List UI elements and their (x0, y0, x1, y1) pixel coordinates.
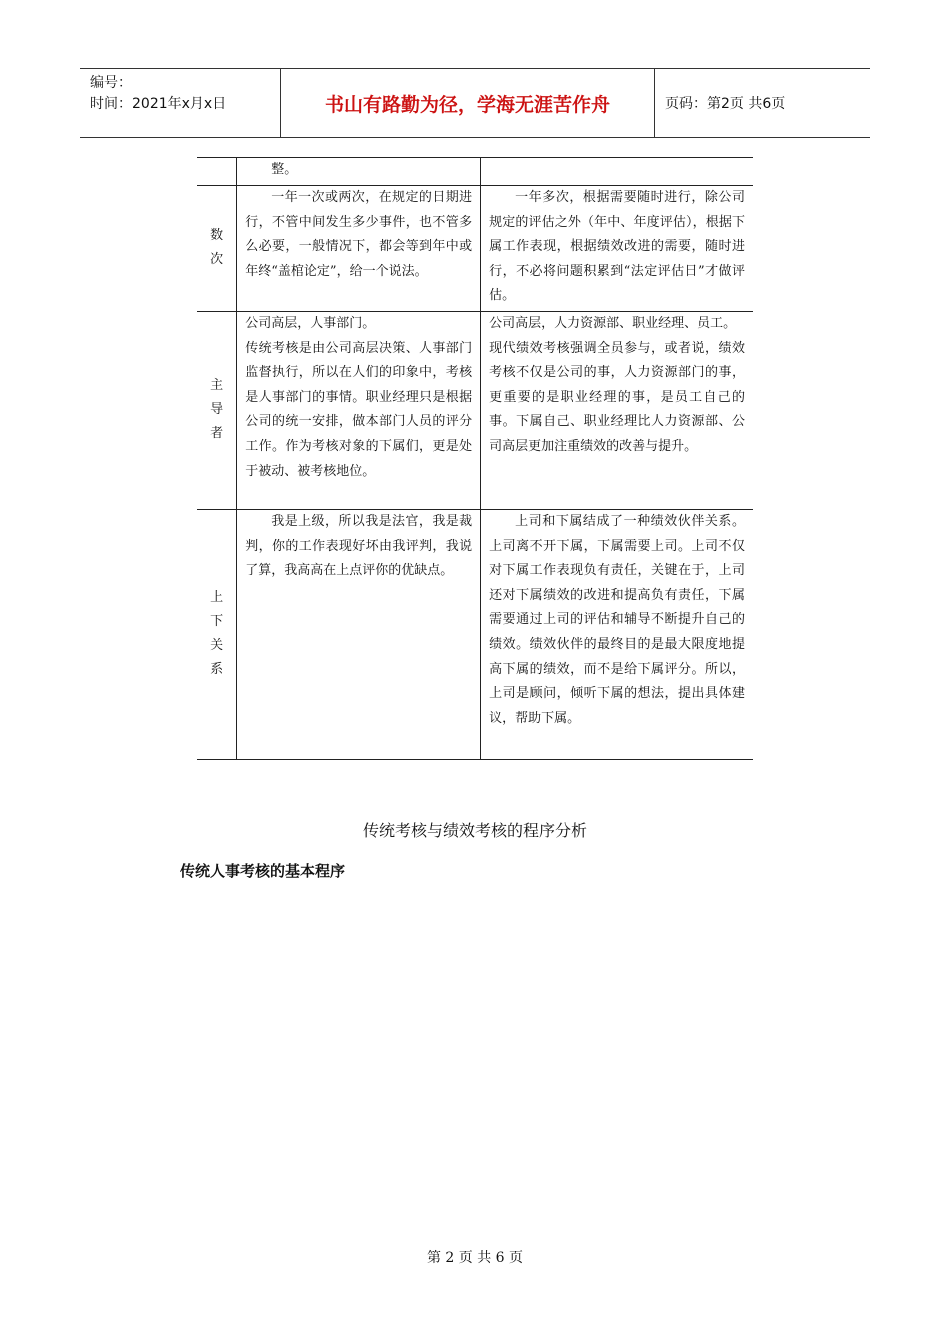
traditional-cell: 我是上级，所以我是法官，我是裁判，你的工作表现好坏由我评判，我说了算，我高高在上点评你的优缺点。 (237, 510, 481, 760)
table-row (197, 158, 753, 186)
traditional-cell: 公司高层，人事部门。 传统考核是由公司高层决策、人事部门监督执行，所以在人们的印象中，考核是人事部门的事情。职业经理只是根据公司的统一安排，做本部门人员的评分工作。作为考核对象的下属们，更是处于被动、被考核地位。 (237, 312, 481, 510)
table-row (197, 510, 753, 760)
traditional-cell: 一年一次或两次，在规定的日期进行，不管中间发生多少事件，也不管多么必要，一般情况下，都会等到年中或年终“盖棺论定”，给一个说法。 (237, 186, 481, 312)
header-page-info: 页码：第2页 共6页 (665, 96, 786, 112)
traditional-cell: 整。 (237, 158, 481, 186)
page-header (80, 68, 870, 138)
performance-cell (481, 158, 753, 186)
comparison-table (197, 157, 753, 760)
performance-cell: 一年多次，根据需要随时进行，除公司规定的评估之外（年中、年度评估），根据下属工作表现，根据绩效改进的需要，随时进行，不必将问题积累到“法定评估日”才做评估。 (481, 186, 753, 312)
row-label (197, 158, 237, 186)
performance-cell: 上司和下属结成了一种绩效伙伴关系。上司离不开下属，下属需要上司。上司不仅对下属工作表现负有责任，关键在于，上司还对下属绩效的改进和提高负有责任，下属需要通过上司的评估和辅导不断提升自己的绩效。绩效伙伴的最终目的是最大限度地提高下属的绩效，而不是给下属评分。所以，上司是顾问，倾听下属的想法，提出具体建议，帮助下属。 (481, 510, 753, 760)
row-label: 上下关系 (197, 510, 237, 760)
section-title: 传统考核与绩效考核的程序分析 (362, 821, 587, 840)
code-label: 编号： (90, 75, 132, 91)
performance-cell: 公司高层，人力资源部、职业经理、员工。 现代绩效考核强调全员参与，或者说，绩效考核不仅是公司的事，人力资源部门的事，更重要的是职业经理的事，是员工自己的事。下属自己、职业经理比人力资源部、公司高层更加注重绩效的改善与提升。 (481, 312, 753, 510)
date-line: 时间：2021年x月x日 (90, 96, 227, 112)
row-label: 主导者 (197, 312, 237, 510)
header-motto: 书山有路勤为径，学海无涯苦作舟 (281, 69, 655, 137)
header-meta (80, 69, 281, 137)
page-footer: 第 2 页 共 6 页 (426, 1250, 524, 1266)
table-row (197, 186, 753, 312)
subheading: 传统人事考核的基本程序 (180, 862, 346, 880)
row-label: 数次 (197, 186, 237, 312)
table-row (197, 312, 753, 510)
